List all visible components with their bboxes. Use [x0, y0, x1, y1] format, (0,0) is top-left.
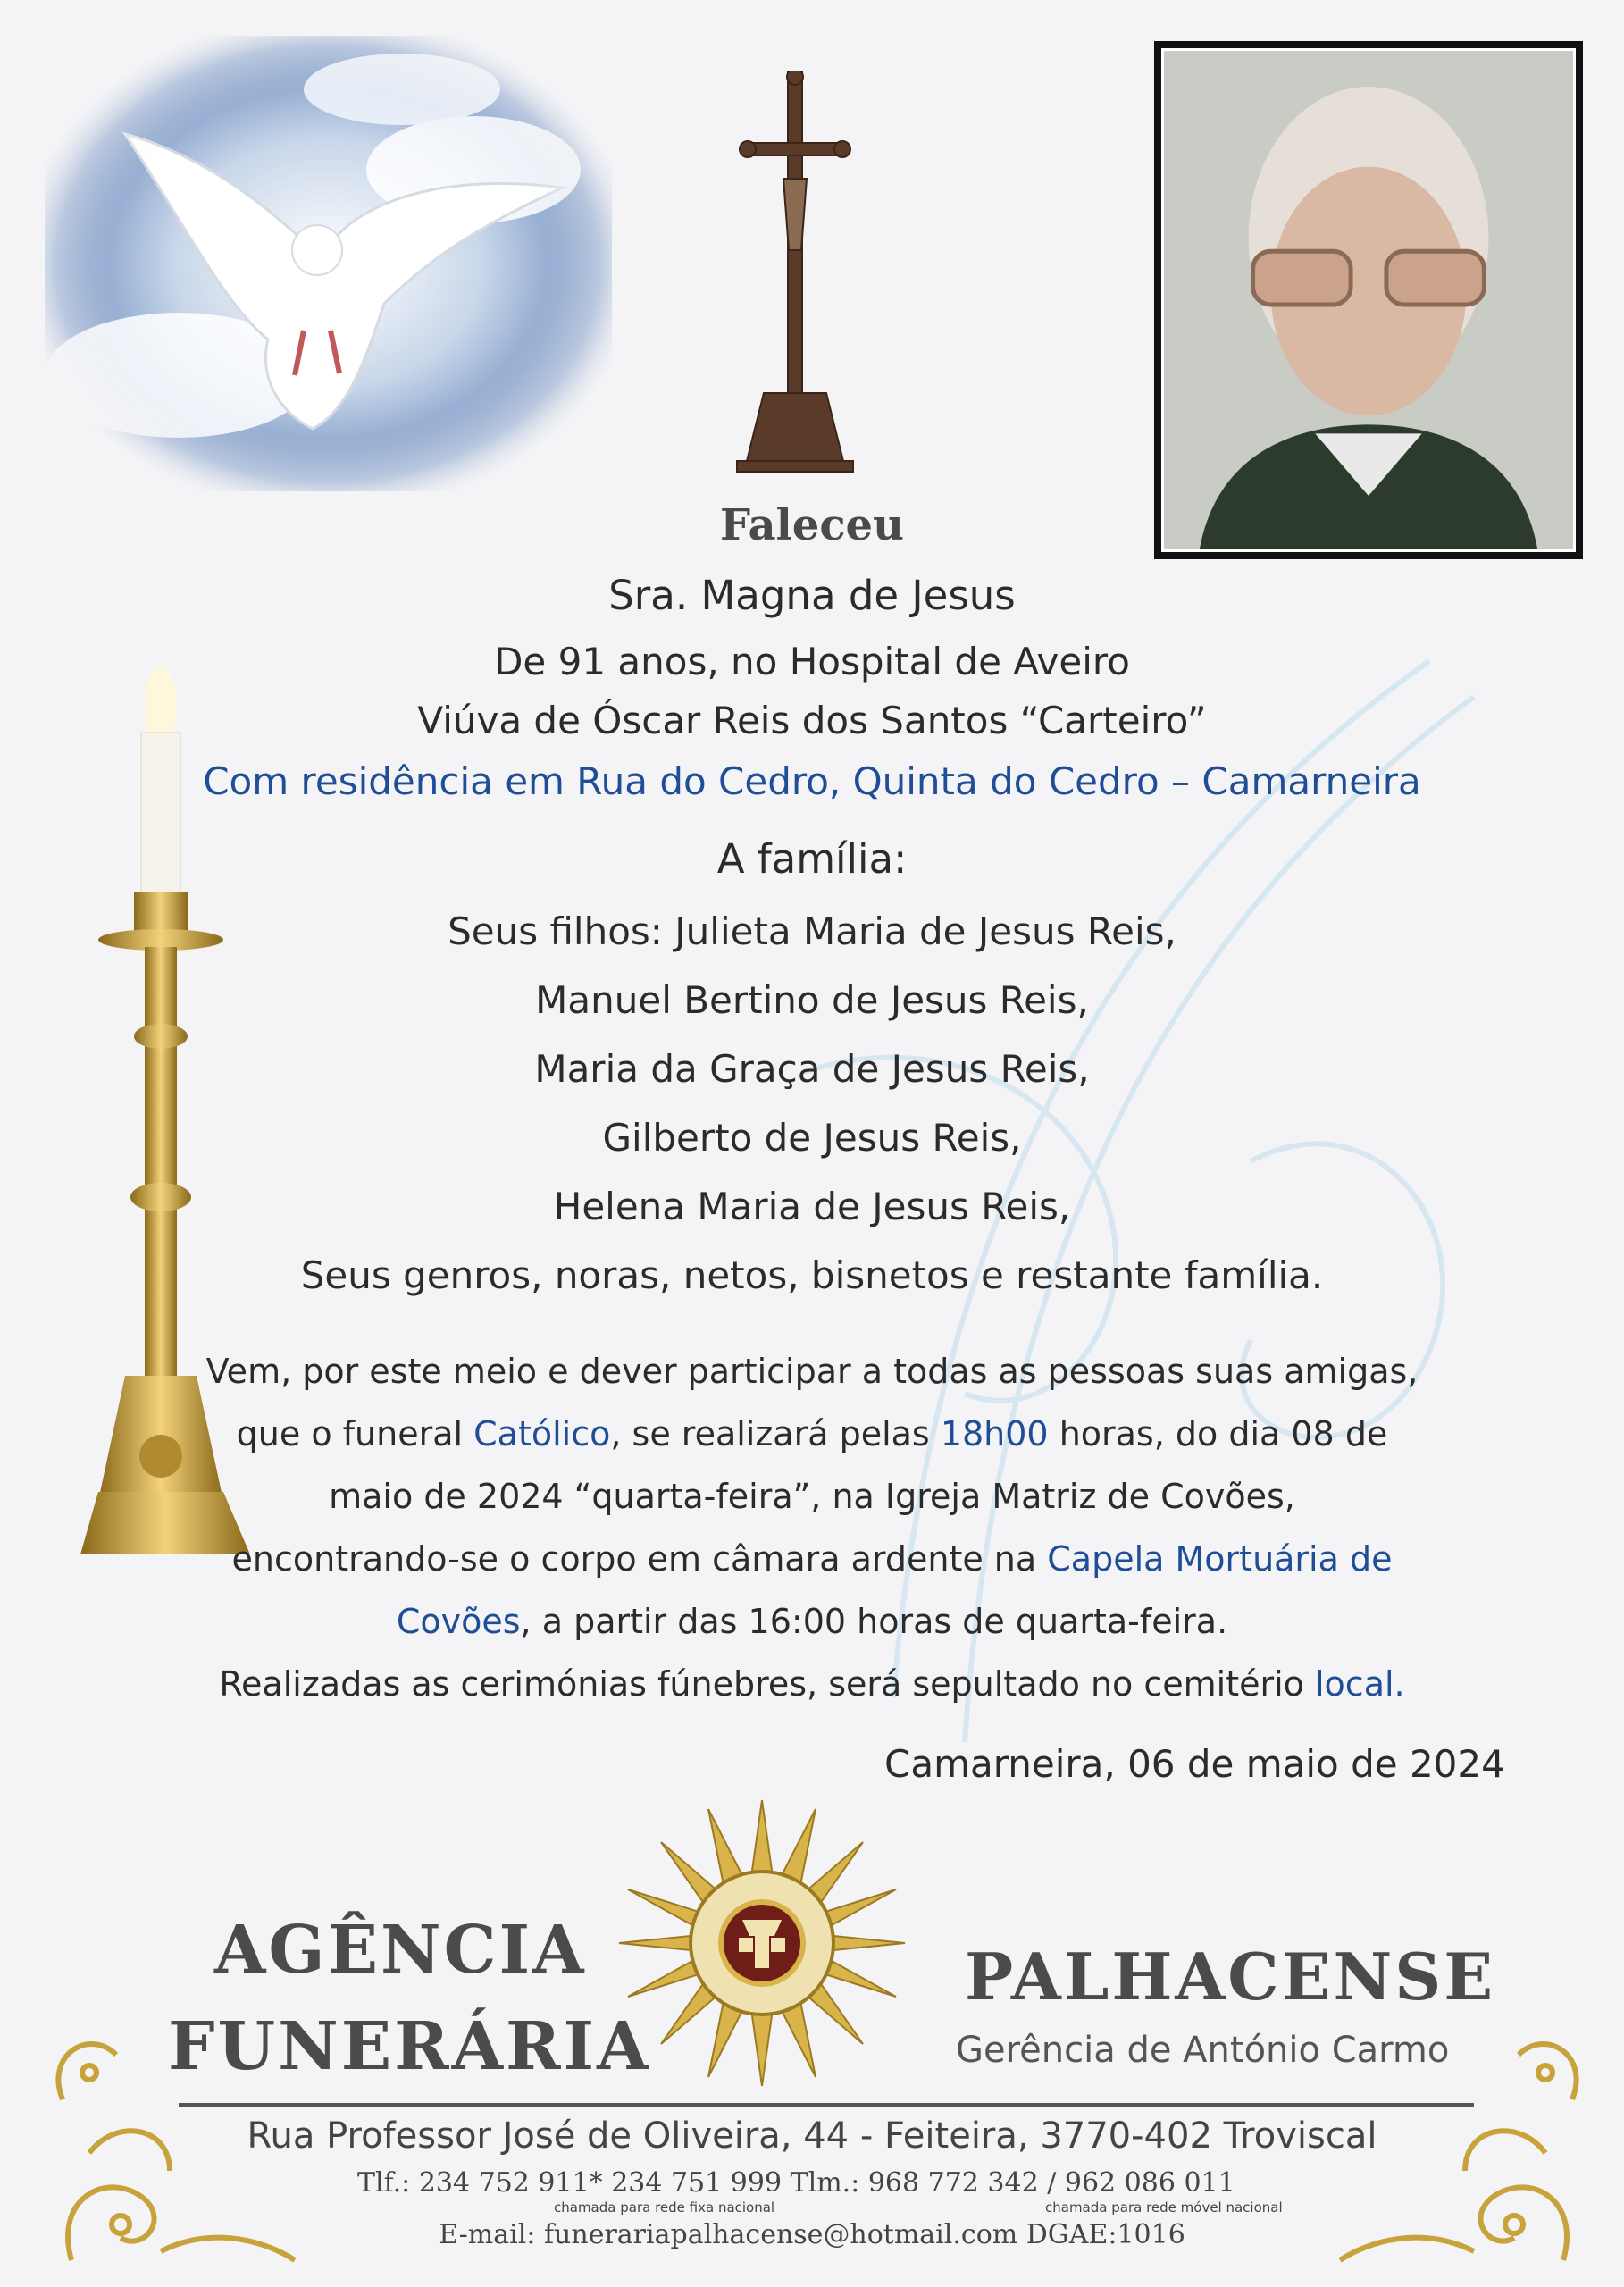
note-mobile-line: chamada para rede móvel nacional: [1045, 2199, 1283, 2216]
family-line: Manuel Bertino de Jesus Reis,: [535, 978, 1089, 1022]
family-line: Maria da Graça de Jesus Reis,: [534, 1047, 1090, 1091]
family-line: Gilberto de Jesus Reis,: [602, 1116, 1022, 1160]
phone-numbers: Tlf.: 234 752 911* 234 751 999 Tlm.: 968 772 342 / 962 086 011: [357, 2167, 1235, 2199]
email-line: E-mail: funerariapalhacense@hotmail.com DGAE:1016: [439, 2219, 1185, 2250]
funeral-type: Católico: [473, 1414, 611, 1453]
portrait-image: [1164, 51, 1573, 549]
address: Rua Professor José de Oliveira, 44 - Feiteira, 3770-402 Troviscal: [247, 2115, 1377, 2157]
announcement-line: encontrando-se o corpo em câmara ardente na Capela Mortuária de: [231, 1539, 1393, 1579]
announcement-line: Covões, a partir das 16:00 horas de quarta-feira.: [396, 1602, 1228, 1641]
family-heading: A família:: [716, 835, 908, 883]
place-date: Camarneira, 06 de maio de 2024: [884, 1742, 1505, 1786]
announcement-line: maio de 2024 “quarta-feira”, na Igreja Matriz de Covões,: [329, 1477, 1295, 1516]
management: Gerência de António Carmo: [956, 2030, 1450, 2071]
announcement-line: Vem, por este meio e dever participar a todas as pessoas suas amigas,: [205, 1352, 1419, 1391]
chapel-name: Capela Mortuária de: [1047, 1539, 1393, 1579]
note-fixed-line: chamada para rede fixa nacional: [554, 2199, 775, 2216]
heading-faleceu: Faleceu: [720, 500, 904, 550]
announcement-paragraph: [0, 1340, 1624, 1715]
residence: Com residência em Rua do Cedro, Quinta do Cedro – Camarneira: [203, 759, 1421, 803]
family-line: Seus filhos: Julieta Maria de Jesus Reis,: [448, 909, 1176, 953]
footer-divider: [179, 2103, 1474, 2107]
chapel-place: Covões: [396, 1602, 521, 1641]
agency-name: PALHACENSE: [965, 1939, 1496, 2015]
family-line: Seus genros, noras, netos, bisnetos e restante família.: [300, 1253, 1324, 1297]
agency-word-2: FUNERÁRIA: [168, 2008, 651, 2085]
family-line: Helena Maria de Jesus Reis,: [553, 1185, 1071, 1228]
deceased-name: Sra. Magna de Jesus: [608, 572, 1016, 619]
agency-word-1: AGÊNCIA: [214, 1912, 587, 1989]
age-place: De 91 anos, no Hospital de Aveiro: [494, 640, 1130, 683]
announcement-line: que o funeral Católico, se realizará pelas 18h00 horas, do dia 08 de: [236, 1414, 1388, 1453]
dove-image: [45, 36, 612, 491]
funeral-time: 18h00: [940, 1414, 1049, 1453]
announcement-line: Realizadas as cerimónias fúnebres, será sepultado no cemitério local.: [219, 1664, 1405, 1704]
cemetery: local.: [1315, 1664, 1405, 1704]
widow-of: Viúva de Óscar Reis dos Santos “Carteiro”: [417, 699, 1207, 742]
crucifix-icon: [728, 71, 862, 473]
emblem-icon: [615, 1796, 909, 2090]
portrait-photo: [1154, 41, 1583, 559]
